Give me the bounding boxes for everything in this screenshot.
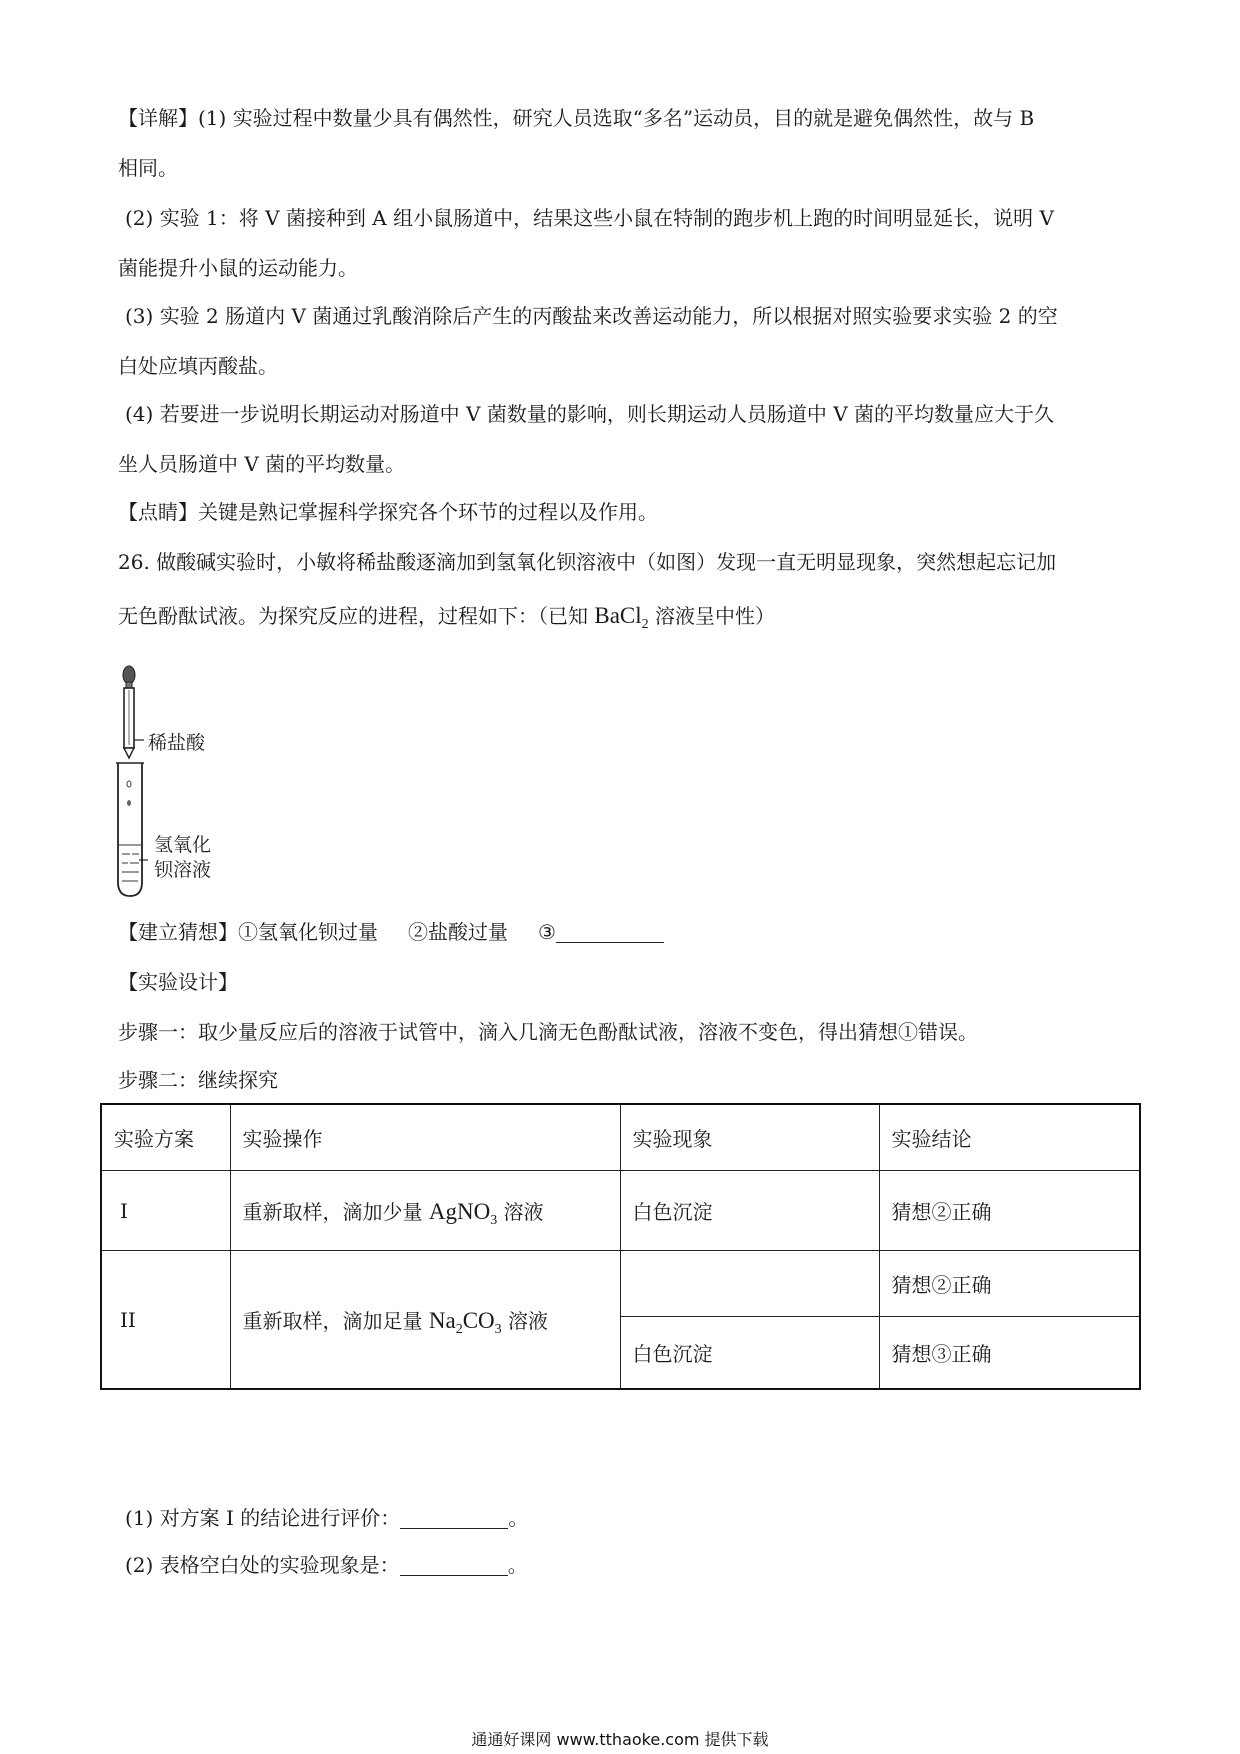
agno3-formula xyxy=(428,1199,498,1228)
operation-cell xyxy=(230,1251,620,1390)
experiment-figure xyxy=(110,660,270,900)
operation-text-end: 溶液 xyxy=(497,1200,544,1224)
table-header-row xyxy=(101,1104,1140,1171)
sub-question-1 xyxy=(125,1508,1145,1529)
bacl2-subscript: 2 xyxy=(641,617,649,632)
detail-para-3-line-1: (3) 实验 2 肠道内 V 菌通过乳酸消除后产生的丙酸盐来改善运动能力，所以根据对照实验要求实验 2 的空 xyxy=(125,304,1058,328)
sub-question-2-text: (2) 表格空白处的实验现象是： xyxy=(125,1553,400,1577)
point-line xyxy=(118,502,1138,522)
detail-text: (1) 实验过程中数量少具有偶然性，研究人员选取“多名”运动员，目的就是避免偶然性，故与 B xyxy=(198,106,1035,130)
table-row xyxy=(101,1171,1140,1251)
detail-para-1-line-2: 相同。 xyxy=(118,156,178,180)
detail-para-2-line-2: 菌能提升小鼠的运动能力。 xyxy=(118,256,358,280)
answer-blank-2[interactable] xyxy=(400,1555,508,1576)
detail-para-4-line-2: 坐人员肠道中 V 菌的平均数量。 xyxy=(118,452,406,476)
phenomenon-cell: 白色沉淀 xyxy=(620,1171,879,1251)
bacl2-formula xyxy=(594,603,649,632)
point-label: 【点睛】 xyxy=(118,500,198,524)
hypothesis-1: ①氢氧化钡过量 xyxy=(238,920,378,944)
table-header-cell: 实验现象 xyxy=(620,1104,879,1171)
detail-para-3-line-2: 白处应填丙酸盐。 xyxy=(118,354,278,378)
sub-question-2 xyxy=(125,1555,1145,1576)
scheme-cell: II xyxy=(101,1251,230,1390)
sub-question-2-end: 。 xyxy=(507,1553,528,1577)
label-barium-hydroxide-2: 钡溶液 xyxy=(154,859,212,881)
conclusion-cell: 猜想②正确 xyxy=(879,1171,1140,1251)
agno3-subscript: 3 xyxy=(490,1213,498,1228)
hypothesis-line xyxy=(118,922,1138,943)
table-row xyxy=(101,1251,1140,1317)
phenomenon-blank-cell[interactable] xyxy=(620,1251,879,1317)
detail-para-2-line-1: (2) 实验 1：将 V 菌接种到 A 组小鼠肠道中，结果这些小鼠在特制的跑步机上跑的时间明显延长，说明 V xyxy=(125,206,1054,230)
operation-text: 重新取样，滴加足量 xyxy=(242,1309,429,1333)
detail-para-4-line-1: (4) 若要进一步说明长期运动对肠道中 V 菌数量的影响，则长期运动人员肠道中 V 菌的平均数量应大于久 xyxy=(125,402,1055,426)
na2co3-subscript-b: 3 xyxy=(494,1322,502,1337)
answer-blank-1[interactable] xyxy=(400,1508,508,1529)
table-header-cell: 实验方案 xyxy=(101,1104,230,1171)
conclusion-cell: 猜想②正确 xyxy=(879,1251,1140,1317)
hypothesis-3: ③ xyxy=(538,920,556,944)
hypothesis-2: ②盐酸过量 xyxy=(408,920,508,944)
detail-label: 【详解】 xyxy=(118,106,198,130)
question-line-2-end: 溶液呈中性） xyxy=(648,604,775,628)
na2co3-formula xyxy=(428,1308,502,1337)
step-1: 步骤一：取少量反应后的溶液于试管中，滴入几滴无色酚酞试液，溶液不变色，得出猜想①错误。 xyxy=(118,1020,978,1044)
question-line-1: 26. 做酸碱实验时，小敏将稀盐酸逐滴加到氢氧化钡溶液中（如图）发现一直无明显现象，突然想起忘记加 xyxy=(118,550,1057,574)
hypothesis-3-blank[interactable] xyxy=(556,922,664,943)
na2co3-part-b: CO xyxy=(462,1308,495,1333)
scheme-cell: I xyxy=(101,1171,230,1251)
conclusion-cell: 猜想③正确 xyxy=(879,1317,1140,1390)
table-header-cell: 实验操作 xyxy=(230,1104,620,1171)
bacl2-main: BaCl xyxy=(594,603,642,628)
label-dilute-hcl: 稀盐酸 xyxy=(148,732,206,754)
agno3-main: AgNO xyxy=(428,1199,491,1224)
operation-text: 重新取样，滴加少量 xyxy=(242,1200,429,1224)
detail-para-1-line-1 xyxy=(118,108,1138,128)
sub-question-1-text: (1) 对方案 I 的结论进行评价： xyxy=(125,1506,401,1530)
step-2: 步骤二：继续探究 xyxy=(118,1068,278,1092)
label-barium-hydroxide-1: 氢氧化 xyxy=(154,834,212,856)
question-line-2 xyxy=(118,603,1138,632)
operation-text-end: 溶液 xyxy=(501,1309,548,1333)
na2co3-subscript-a: 2 xyxy=(455,1322,463,1337)
experiment-table xyxy=(100,1103,1141,1390)
na2co3-part-a: Na xyxy=(428,1308,456,1333)
page-footer: 通通好课网 www.tthaoke.com 提供下载 xyxy=(471,1730,769,1749)
sub-question-1-end: 。 xyxy=(508,1506,529,1530)
operation-cell xyxy=(230,1171,620,1251)
table-header-cell: 实验结论 xyxy=(879,1104,1140,1171)
question-line-2-text: 无色酚酞试液。为探究反应的进程，过程如下：（已知 xyxy=(118,604,595,628)
hypothesis-label: 【建立猜想】 xyxy=(118,920,238,944)
design-label: 【实验设计】 xyxy=(118,970,238,994)
phenomenon-cell: 白色沉淀 xyxy=(620,1317,879,1390)
point-text: 关键是熟记掌握科学探究各个环节的过程以及作用。 xyxy=(198,500,658,524)
